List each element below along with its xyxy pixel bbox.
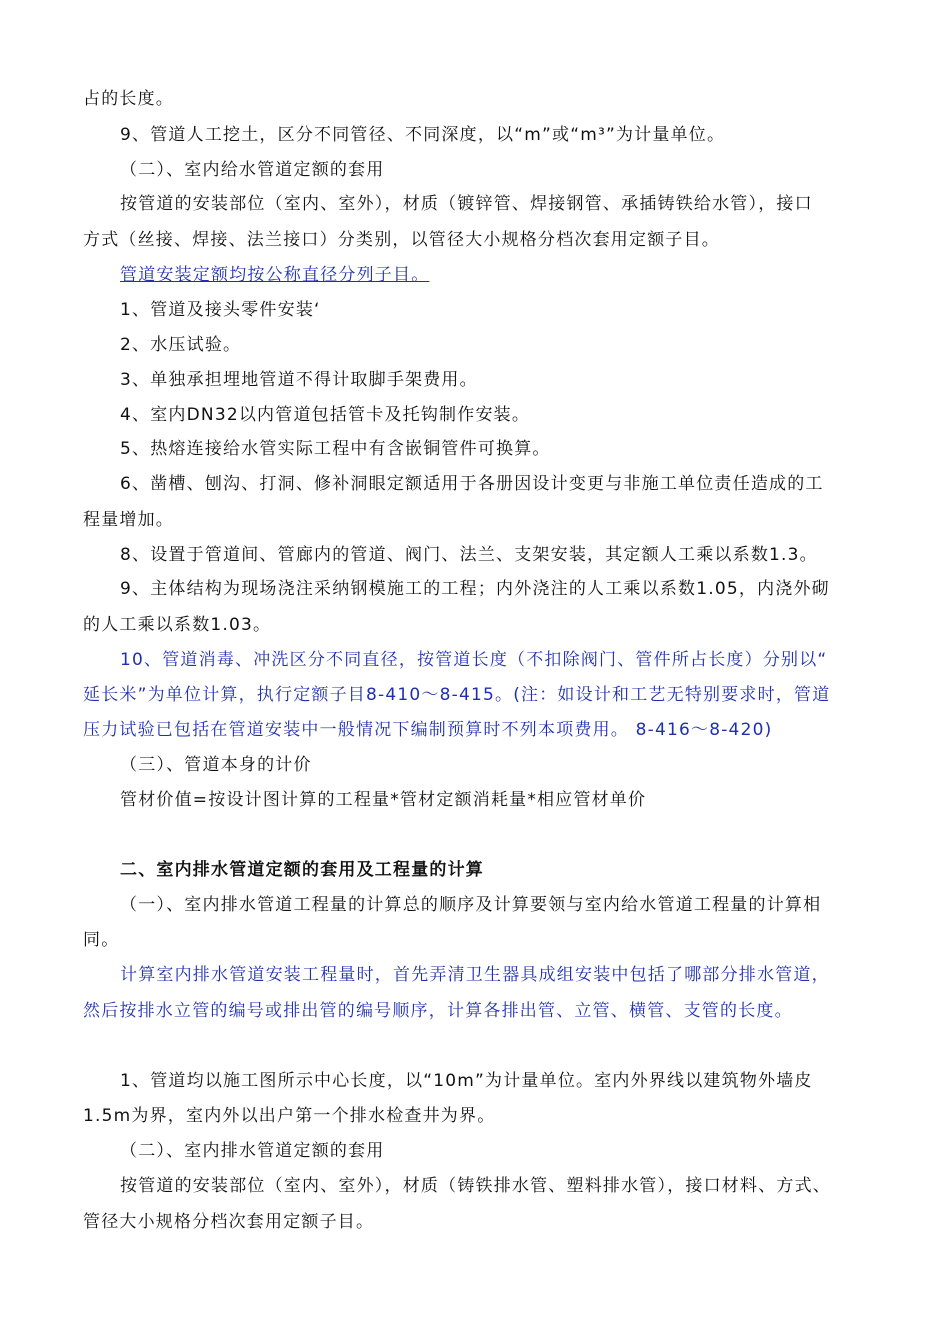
section-heading: （二）、室内排水管道定额的套用 (120, 1141, 385, 1161)
list-item: 4、室内DN32以内管道包括管卡及托钩制作安装。 (120, 405, 531, 425)
list-item: 2、水压试验。 (120, 335, 242, 355)
list-item: 10、管道消毒、冲洗区分不同直径，按管道长度（不扣除阀门、管件所占长度）分别以“ (120, 650, 828, 670)
formula-line: 管材价值=按设计图计算的工程量*管材定额消耗量*相应管材单价 (120, 790, 647, 810)
section-heading: （三）、管道本身的计价 (120, 755, 312, 775)
text-line: 然后按排水立管的编号或排出管的编号顺序，计算各排出管、立管、横管、支管的长度。 (83, 1001, 793, 1021)
text-line: 按管道的安装部位（室内、室外），材质（镀锌管、焊接钢管、承插铸铁给水管），接口 (120, 194, 813, 214)
text-line: 管径大小规格分档次套用定额子目。 (83, 1212, 375, 1232)
text-line: 方式（丝接、焊接、法兰接口）分类别，以管径大小规格分档次套用定额子目。 (83, 230, 720, 250)
section-heading: （二）、室内给水管道定额的套用 (120, 160, 385, 180)
list-item: 3、单独承担埋地管道不得计取脚手架费用。 (120, 370, 478, 390)
text-line: 延长米”为单位计算，执行定额子目8-410～8-415。(注：如设计和工艺无特别要求时，管道 (83, 685, 831, 705)
section-heading: （一）、室内排水管道工程量的计算总的顺序及计算要领与室内给水管道工程量的计算相 (120, 895, 822, 915)
list-item: 6、凿槽、刨沟、打洞、修补洞眼定额适用于各册因设计变更与非施工单位责任造成的工 (120, 474, 824, 494)
text-line: 计算室内排水管道安装工程量时，首先弄清卫生器具成组安装中包括了哪部分排水管道， (120, 965, 830, 985)
text-line: 的人工乘以系数1.03。 (83, 615, 272, 635)
text-line: 同。 (83, 930, 120, 950)
chapter-heading: 二、室内排水管道定额的套用及工程量的计算 (120, 860, 484, 880)
text-line: 按管道的安装部位（室内、室外），材质（铸铁排水管、塑料排水管），接口材料、方式、 (120, 1176, 831, 1196)
text-line: 1.5m为界，室内外以出户第一个排水检查井为界。 (83, 1106, 496, 1126)
list-item: 5、热熔连接给水管实际工程中有含嵌铜管件可换算。 (120, 439, 551, 459)
text-line: 压力试验已包括在管道安装中一般情况下编制预算时不列本项费用。 8-416～8-420) (83, 720, 773, 740)
list-item: 1、管道及接头零件安装‘ (120, 300, 321, 320)
text-line: 程量增加。 (83, 510, 174, 530)
text-line: 9、管道人工挖土，区分不同管径、不同深度，以“m”或“m³”为计量单位。 (120, 125, 726, 145)
list-item: 1、管道均以施工图所示中心长度，以“10m”为计量单位。室内外界线以建筑物外墙皮 (120, 1071, 813, 1091)
hyperlink-text[interactable]: 管道安装定额均按公称直径分列子目。 (120, 265, 430, 285)
list-item: 8、设置于管道间、管廊内的管道、阀门、法兰、支架安装，其定额人工乘以系数1.3。 (120, 545, 818, 565)
list-item: 9、主体结构为现场浇注采纳钢模施工的工程；内外浇注的人工乘以系数1.05，内浇外砌 (120, 579, 830, 599)
text-line: 占的长度。 (83, 89, 174, 109)
